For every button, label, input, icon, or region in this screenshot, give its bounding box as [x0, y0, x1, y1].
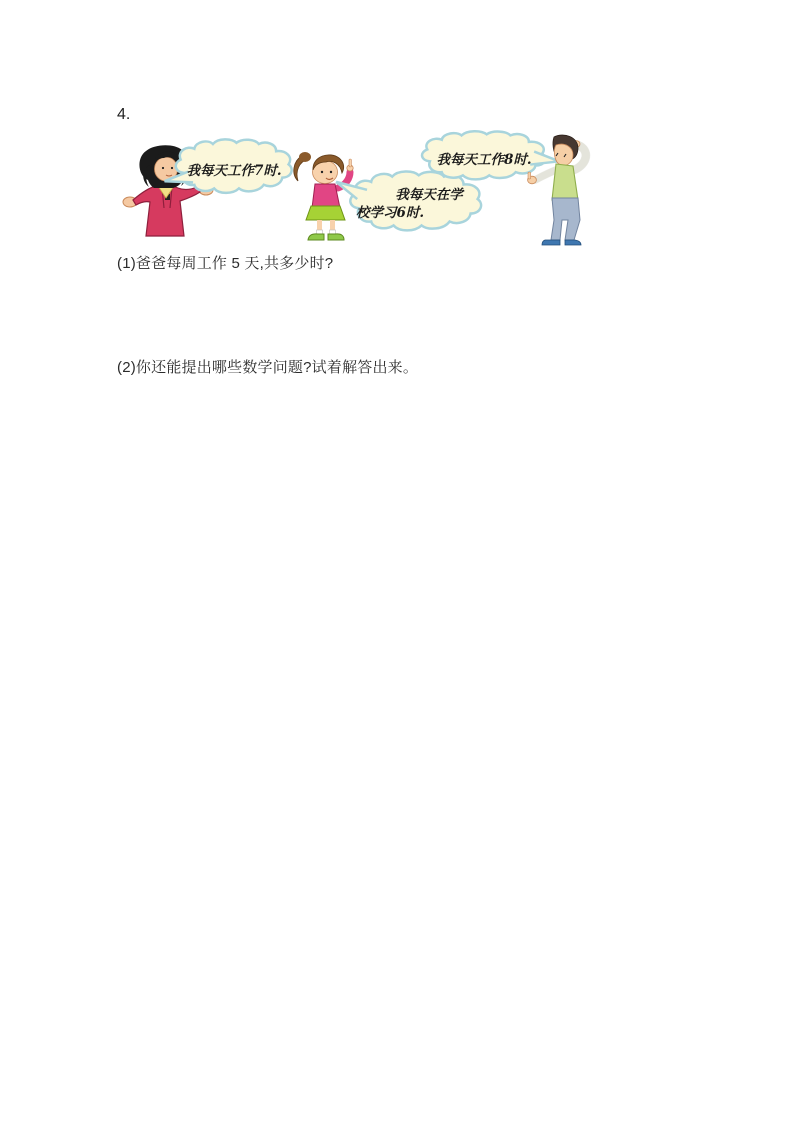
mother-speech-text: 我每天工作7时. — [186, 163, 282, 179]
girl-speech-line2: 校学习6时. — [356, 205, 425, 221]
girl-speech-line1: 我每天在学 — [395, 187, 463, 203]
family-illustration — [108, 130, 608, 252]
father-speech-bubble — [418, 130, 550, 184]
question-1: (1)爸爸每周工作 5 天,共多少时? — [117, 255, 334, 272]
item-number: 4. — [117, 106, 131, 123]
father-speech-text: 我每天工作8时. — [436, 152, 532, 168]
mother-speech-bubble — [172, 138, 296, 198]
question-2: (2)你还能提出哪些数学问题?试着解答出来。 — [117, 359, 419, 376]
